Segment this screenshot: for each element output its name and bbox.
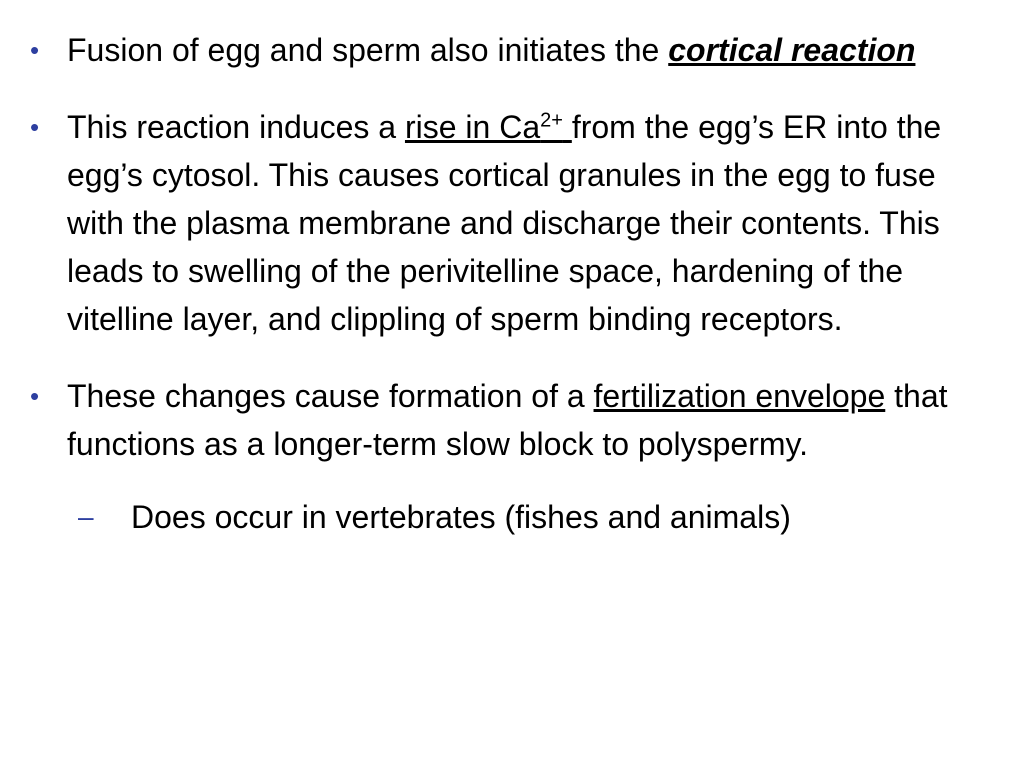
term-fertilization-envelope: fertilization envelope bbox=[593, 378, 886, 414]
term-rise-in-calcium bbox=[405, 109, 572, 145]
bullet-text: Fusion of egg and sperm also initiates the bbox=[67, 32, 669, 68]
subbullet-vertebrates bbox=[28, 493, 988, 541]
subbullet-text: Does occur in vertebrates (fishes and animals) bbox=[131, 499, 791, 535]
bullet-list bbox=[28, 26, 988, 541]
bullet-icon: • bbox=[30, 35, 40, 65]
bullet-text: This reaction induces a bbox=[67, 109, 405, 145]
dash-icon: – bbox=[78, 501, 94, 532]
bullet-icon: • bbox=[30, 381, 40, 411]
bullet-text: These changes cause formation of a bbox=[67, 378, 594, 414]
bullet-text-continued: from the egg’s ER into the egg’s cytosol. This causes cortical granules in the egg to fuse with the plasma membrane and discharge their contents. This leads to swelling of the perivitelline space, hardening of the vitelline layer, and clippling of sperm binding receptors. bbox=[67, 109, 942, 337]
term-cortical-reaction: cortical reaction bbox=[668, 32, 916, 68]
calcium-charge-superscript: 2+ bbox=[540, 109, 563, 132]
bullet-icon: • bbox=[30, 112, 40, 142]
bullet-fertilization-envelope bbox=[28, 372, 988, 468]
term-rise-in-calcium-main: rise in Ca bbox=[404, 109, 541, 145]
bullet-text-continued: that functions as a longer-term slow block to polyspermy. bbox=[67, 378, 948, 462]
bullet-cortical-reaction bbox=[28, 26, 988, 74]
bullet-calcium-rise bbox=[28, 103, 988, 343]
term-rise-in-calcium-tail bbox=[563, 109, 572, 145]
